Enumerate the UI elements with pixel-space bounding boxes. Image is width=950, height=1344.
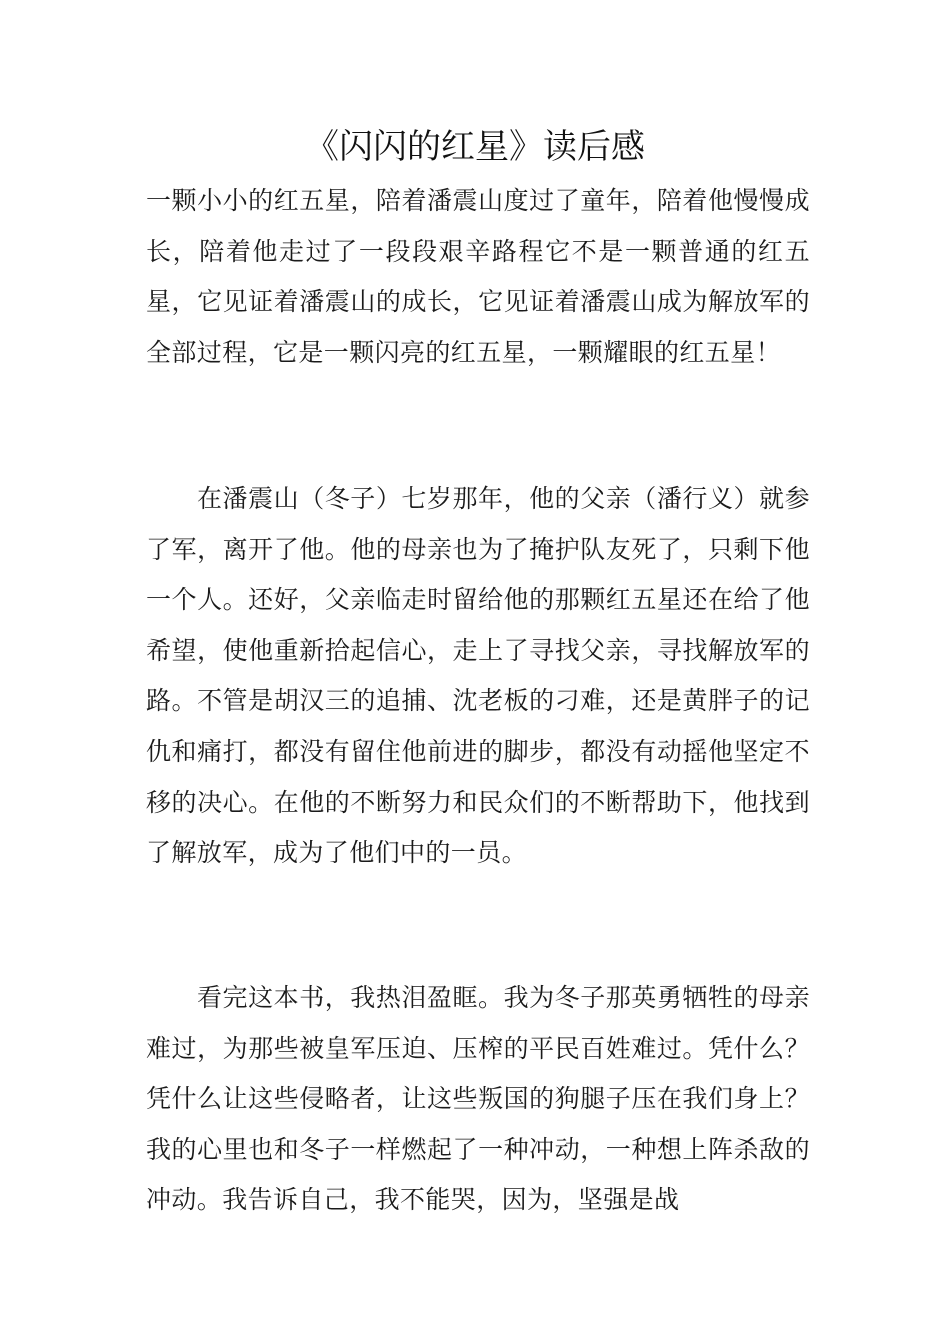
- paragraph-2: 在潘震山（冬子）七岁那年，他的父亲（潘行义）就参了军，离开了他。他的母亲也为了掩护队友死了，只剩下他一个人。还好，父亲临走时留给他的那颗红五星还在给了他希望，使他重新拾起信心，走上了寻找父亲，寻找解放军的路。不管是胡汉三的追捕、沈老板的刁难，还是黄胖子的记仇和痛打，都没有留住他前进的脚步，都没有动摇他坚定不移的决心。在他的不断努力和民众们的不断帮助下，他找到了解放军，成为了他们中的一员。: [146, 484, 810, 868]
- paragraph-3: 看完这本书，我热泪盈眶。我为冬子那英勇牺牲的母亲难过，为那些被皇军压迫、压榨的平民百姓难过。凭什么？凭什么让这些侵略者，让这些叛国的狗腿子压在我们身上？我的心里也和冬子一样燃起了一种冲动，一种想上阵杀敌的冲动。我告诉自己，我不能哭，因为，坚强是战: [146, 983, 810, 1215]
- paragraph-1: 一颗小小的红五星，陪着潘震山度过了童年，陪着他慢慢成长，陪着他走过了一段段艰辛路程它不是一颗普通的红五星，它见证着潘震山的成长，它见证着潘震山成为解放军的全部过程，它是一颗闪亮的红五星，一颗耀眼的红五星！: [146, 186, 810, 367]
- document-title: 《闪闪的红星》读后感: [305, 127, 645, 167]
